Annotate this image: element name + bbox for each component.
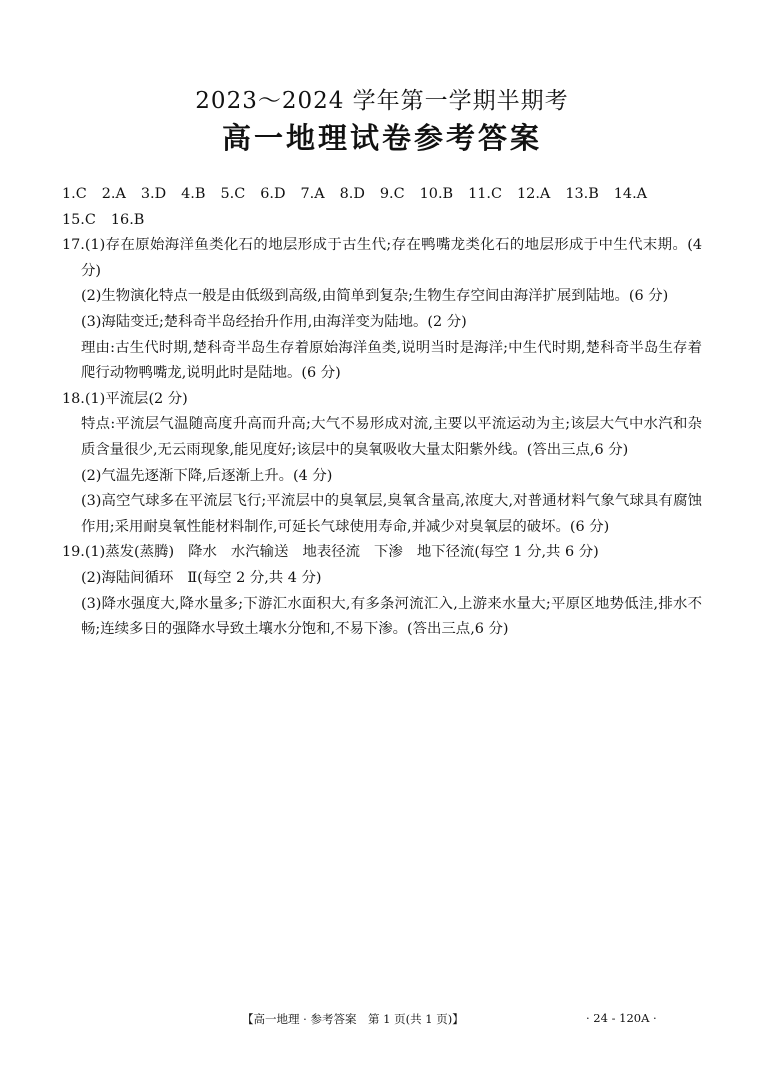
q19-blank: (2)海陆间循环 (81, 569, 174, 586)
q17-part2: (2)生物演化特点一般是由低级到高级,由简单到复杂;生物生存空间由海洋扩展到陆地。(6 分) (81, 288, 669, 305)
mc-answer: 5.C (220, 186, 246, 202)
mc-answer: 8.D (339, 186, 365, 202)
question-19 (62, 540, 702, 642)
q17-part1-text: (1)存在原始海洋鱼类化石的地层形成于古生代;存在鸭嘴龙类化石的地层形成于中生代末期。(4 分) (81, 237, 702, 279)
question-18 (62, 387, 702, 541)
mc-answer: 4.B (181, 186, 206, 202)
mc-answer: 6.D (260, 186, 286, 202)
mc-answer: 12.A (517, 186, 551, 202)
question-17 (62, 233, 702, 387)
q19-number: 19. (62, 544, 85, 561)
q17-part3-reason: 理由:古生代时期,楚科奇半岛生存着原始海洋鱼类,说明当时是海洋;中生代时期,楚科奇半岛生存着爬行动物鸭嘴龙,说明此时是陆地。(6 分) (81, 339, 702, 382)
mc-answer: 13.B (565, 186, 599, 202)
q18-number: 18. (62, 390, 85, 407)
footer-page-info: 【高一地理 · 参考答案 第 1 页(共 1 页)】 (242, 1012, 464, 1026)
mc-answer: 9.C (379, 186, 405, 202)
q19-blank: Ⅱ(每空 2 分,共 4 分) (187, 569, 322, 586)
answer-content (62, 182, 702, 643)
q19-part2 (62, 566, 702, 592)
q19-blank: 下渗 (374, 544, 403, 561)
q19-blank: (1)蒸发(蒸腾) (84, 544, 175, 561)
q19-part3: (3)降水强度大,降水量多;下游汇水面积大,有多条河流汇入,上游来水量大;平原区地势低洼,排水不畅;连续多日的强降水导致土壤水分饱和,不易下渗。(答出三点,6 分) (81, 595, 702, 638)
q18-part1-text: (1)平流层(2 分) (84, 390, 188, 407)
q17-number: 17. (62, 237, 85, 254)
q18-part3: (3)高空气球多在平流层飞行;平流层中的臭氧层,臭氧含量高,浓度大,对普通材料气象气球具有腐蚀作用;采用耐臭氧性能材料制作,可延长气球使用寿命,并减少对臭氧层的破坏。(6 分) (81, 493, 702, 535)
exam-title: 2023～2024 学年第一学期半期考 (195, 88, 569, 114)
q17-part3: (3)海陆变迁;楚科奇半岛经抬升作用,由海洋变为陆地。(2 分) (81, 313, 467, 330)
q18-part1-feature: 特点:平流层气温随高度升高而升高;大气不易形成对流,主要以平流运动为主;该层大气中水汽和杂质含量很少,无云雨现象,能见度好;该层中的臭氧吸收大量太阳紫外线。(答出三点,6 分) (81, 416, 702, 458)
mc-answer: 7.A (300, 186, 325, 202)
answer-key-title: 高一地理试卷参考答案 (221, 121, 542, 155)
footer-code: · 24 - 120A · (586, 1011, 657, 1025)
q17-part1 (62, 233, 702, 284)
mc-answer: 16.B (110, 211, 145, 228)
q18-part1 (62, 387, 702, 413)
mc-answer: 10.B (419, 186, 454, 202)
q19-blank: 地表径流 (302, 544, 361, 561)
mc-answer: 14.A (613, 186, 648, 202)
mc-answer: 2.A (101, 186, 126, 202)
mc-answer: 11.C (468, 186, 503, 202)
mc-answer: 1.C (62, 186, 87, 202)
mc-answer: 15.C (62, 211, 96, 228)
q19-blank: 水汽输送 (230, 544, 289, 561)
q19-blank: 地下径流(每空 1 分,共 6 分) (416, 544, 599, 561)
q19-part1 (62, 540, 702, 566)
q19-blank: 降水 (188, 544, 217, 561)
multiple-choice-answers (62, 182, 702, 233)
q18-part2: (2)气温先逐渐下降,后逐渐上升。(4 分) (81, 467, 333, 484)
mc-answer: 3.D (140, 186, 167, 202)
